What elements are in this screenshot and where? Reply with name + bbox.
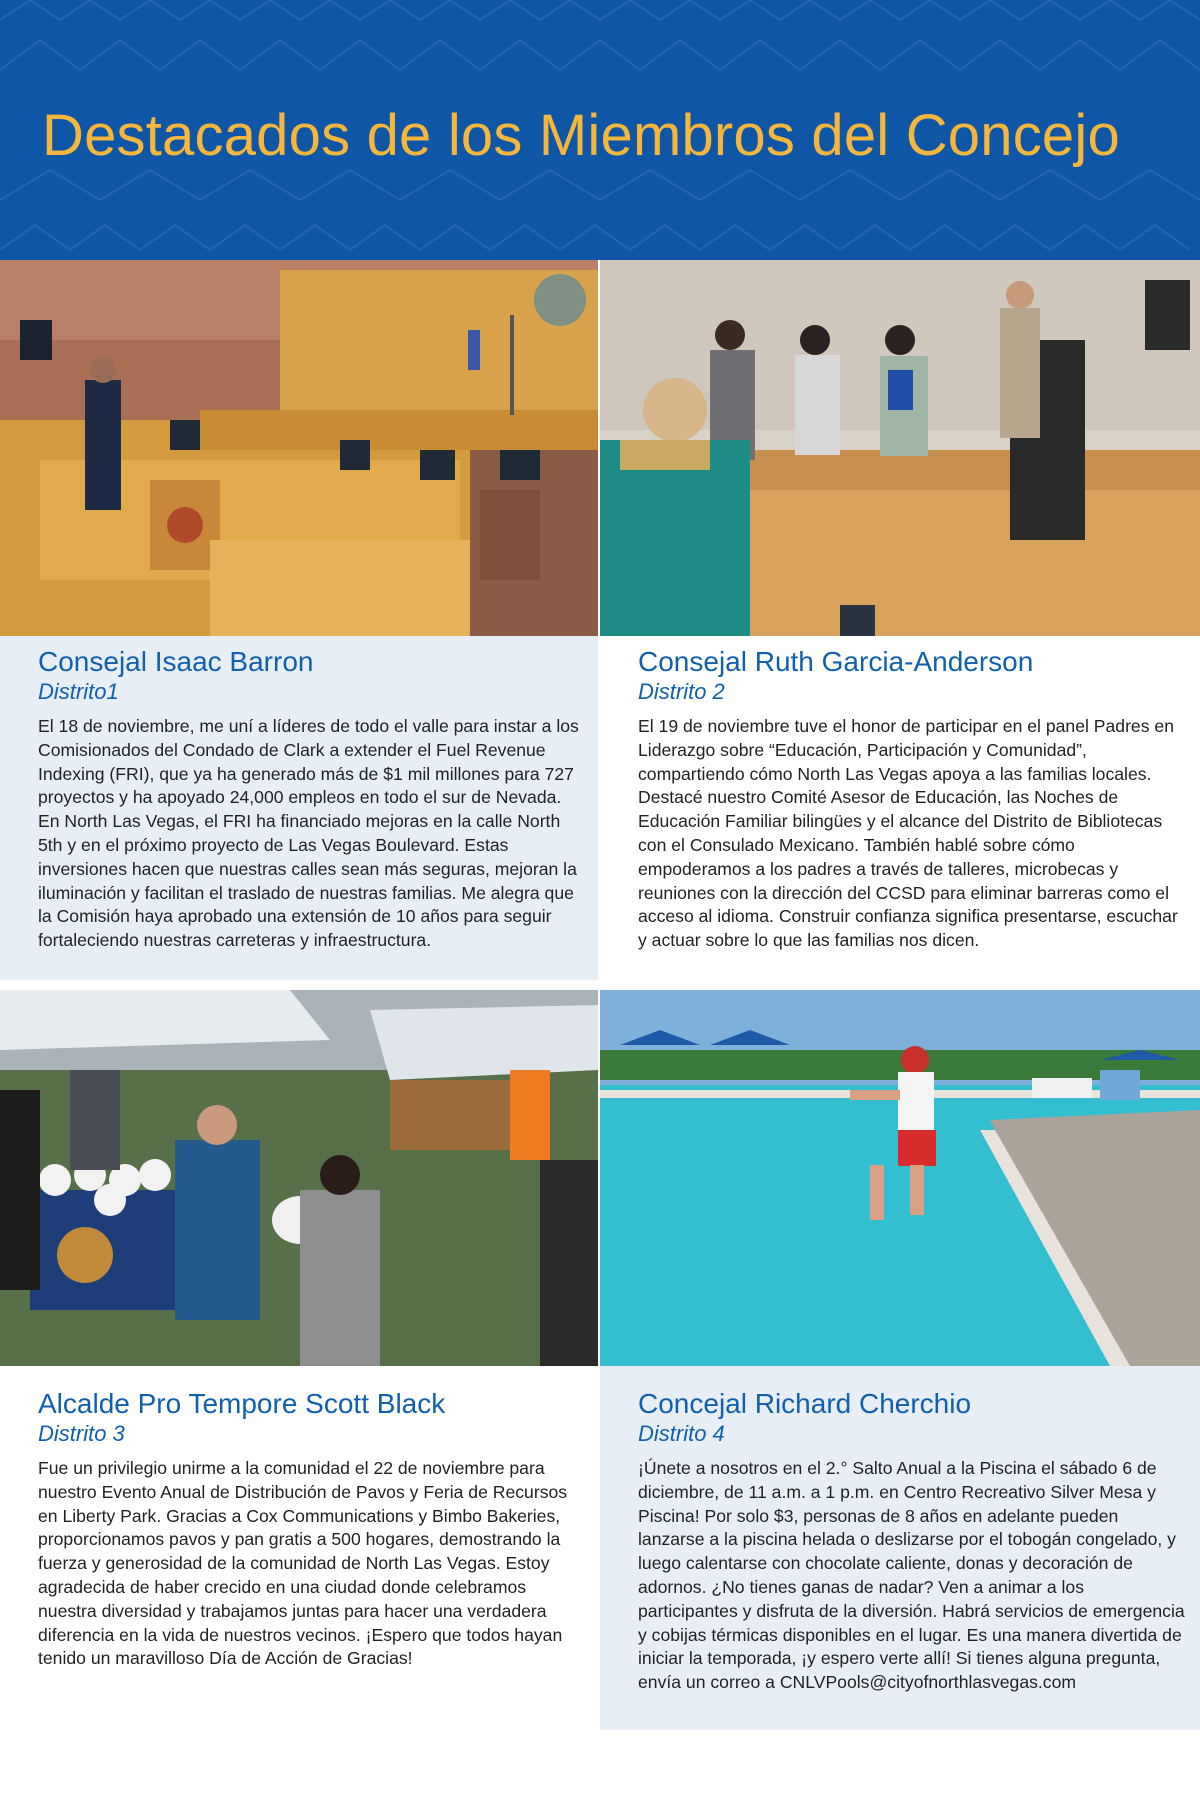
- member-name: Consejal Ruth Garcia-Anderson: [638, 646, 1034, 677]
- member-text: El 18 de noviembre, me uní a líderes de todo el valle para instar a los Comisionados del Condado de Clark a extender el Fuel Revenue Indexing (FRI), que ya ha generado más de $1 mil millones para 727 proyectos y ha apoyado 24,000 empleos en todo el sur de Nevada. En North Las Vegas, el FRI ha financiado mejoras en la calle North 5th y en el próximo proyecto de Las Vegas Boulevard. Estas inversiones hacen que nuestras calles sean más seguras, mejoran la iluminación y facilitan el traslado de nuestras familias. Me alegra que la Comisión haya aprobado una extensión de 10 años para seguir fortaleciendo nuestras carreteras y infraestructura.: [38, 716, 579, 951]
- member-card-district-2: [600, 636, 1200, 980]
- page-title: Destacados de los Miembros del Concejo: [42, 103, 1120, 168]
- member-name: Consejal Isaac Barron: [38, 646, 314, 677]
- member-name: Alcalde Pro Tempore Scott Black: [38, 1388, 446, 1419]
- photo-council-chamber: [0, 260, 598, 636]
- header-banner: [0, 0, 1200, 260]
- member-card-district-3: [0, 1366, 598, 1730]
- member-text: ¡Únete a nosotros en el 2.° Salto Anual a la Piscina el sábado 6 de diciembre, de 11 a.m. a 1 p.m. en Centro Recreativo Silver Mesa y Piscina! Por solo $3, personas de 8 años en adelante pueden lanzarse a la piscina helada o deslizarse por el tobogán congelado, y luego calentarse con chocolate caliente, donas y decoración de adornos. ¿No tienes ganas de nadar? Ven a animar a los participantes y disfruta de la diversión. Habrá servicios de emergencia y cobijas térmicas disponibles en el lugar. Es una manera divertida de iniciar la temporada, ¡y espero verte allí! Si tienes alguna pregunta, envía un correo a CNLVPools@cityofnorthlasvegas.com: [638, 1458, 1185, 1693]
- member-card-district-4: [600, 1366, 1200, 1730]
- photo-turkey-distribution: [0, 990, 598, 1366]
- member-district: Distrito 3: [38, 1421, 125, 1446]
- member-text: El 19 de noviembre tuve el honor de participar en el panel Padres en Liderazgo sobre “Educación, Participación y Comunidad”, compartiendo cómo North Las Vegas apoya a las familias locales. Destacé nuestro Comité Asesor de Educación, las Noches de Educación Familiar bilingües y el alcance del Distrito de Bibliotecas con el Consulado Mexicano. También hablé sobre cómo empoderamos a los padres a través de talleres, microbecas y reuniones con la dirección del CCSD para eliminar barreras como el acceso al idioma. Construir confianza significa presentarse, escuchar y actuar sobre lo que las familias nos dicen.: [638, 716, 1178, 951]
- member-card-district-1: [0, 636, 598, 980]
- member-district: Distrito 4: [638, 1421, 725, 1446]
- member-name: Concejal Richard Cherchio: [638, 1388, 972, 1419]
- photo-panel-discussion: [600, 260, 1200, 636]
- member-district: Distrito1: [38, 679, 119, 704]
- member-district: Distrito 2: [638, 679, 725, 704]
- photo-pool-jump: [600, 990, 1200, 1366]
- member-text: Fue un privilegio unirme a la comunidad el 22 de noviembre para nuestro Evento Anual de Distribución de Pavos y Feria de Recursos en Liberty Park. Gracias a Cox Communications y Bimbo Bakeries, proporcionamos pavos y pan gratis a 500 hogares, demostrando la fuerza y generosidad de la comunidad de North Las Vegas. Estoy agradecida de haber crecido en una ciudad donde celebramos nuestra diversidad y trabajamos juntas para hacer una verdadera diferencia en la vida de nuestros vecinos. ¡Espero que todos hayan tenido un maravilloso Día de Acción de Gracias!: [38, 1458, 568, 1669]
